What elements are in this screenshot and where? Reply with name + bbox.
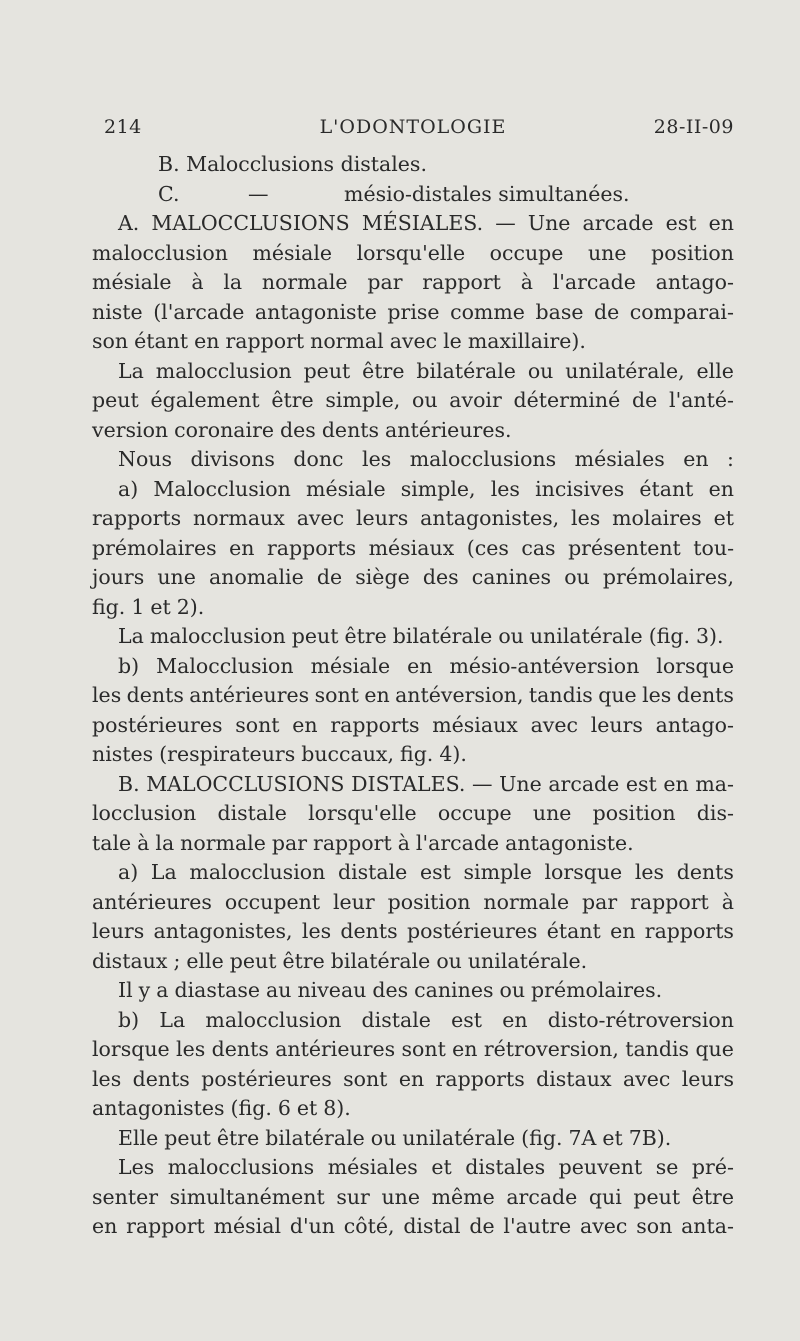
text-line: en rapport mésial d'un côté, distal de l'autre avec son anta- xyxy=(92,1214,734,1238)
text-line: jours une anomalie de siège des canines ou prémolaires, xyxy=(92,565,734,589)
text-line: Il y a diastase au niveau des canines ou prémolaires. xyxy=(118,978,663,1002)
text-line: Les malocclusions mésiales et distales peuvent se pré- xyxy=(118,1155,734,1179)
text-line: Nous divisons donc les malocclusions mésiales en : xyxy=(118,447,734,471)
text-line: prémolaires en rapports mésiaux (ces cas présentent tou- xyxy=(92,535,734,560)
text-line: peut également être simple, ou avoir déterminé de l'anté- xyxy=(92,388,734,412)
text-line: les dents postérieures sont en rapports distaux avec leurs xyxy=(92,1066,734,1091)
body-text xyxy=(92,150,734,1242)
page-number: 214 xyxy=(104,116,142,138)
text-line: postérieures sont en rapports mésiaux avec leurs antago- xyxy=(92,712,734,737)
toc-item-b: B. Malocclusions distales. xyxy=(158,152,427,176)
text-line: Elle peut être bilatérale ou unilatérale (fig. 7A et 7B). xyxy=(118,1125,672,1150)
text-line: tale à la normale par rapport à l'arcade antagoniste. xyxy=(92,830,634,855)
text-line: La malocclusion peut être bilatérale ou unilatérale, elle xyxy=(118,358,734,383)
paragraph-lines xyxy=(92,209,734,1242)
text-line: rapports normaux avec leurs antagonistes, les molaires et xyxy=(92,506,734,530)
text-line: les dents antérieures sont en antéversion, tandis que les dents xyxy=(92,683,734,707)
text-line: b) Malocclusion mésiale en mésio-antéversion lorsque xyxy=(118,653,734,678)
text-line: fig. 1 et 2). xyxy=(92,594,205,619)
text-line: antagonistes (fig. 6 et 8). xyxy=(92,1096,351,1120)
text-line: version coronaire des dents antérieures. xyxy=(92,417,512,442)
text-line: a) La malocclusion distale est simple lorsque les dents xyxy=(118,860,734,884)
toc-item-c-text: mésio-distales simultanées. xyxy=(344,181,630,206)
text-line: senter simultanément sur une même arcade qui peut être xyxy=(92,1184,734,1209)
toc-item-c-letter: C. xyxy=(158,181,180,206)
text-line: niste (l'arcade antagoniste prise comme base de comparai- xyxy=(92,299,734,324)
text-line: son étant en rapport normal avec le maxillaire). xyxy=(92,329,586,353)
text-line: distaux ; elle peut être bilatérale ou unilatérale. xyxy=(92,948,588,973)
text-line: a) Malocclusion mésiale simple, les incisives étant en xyxy=(118,476,734,501)
text-line: lorsque les dents antérieures sont en rétroversion, tandis que xyxy=(92,1037,734,1061)
text-line: La malocclusion peut être bilatérale ou unilatérale (fig. 3). xyxy=(118,624,724,648)
text-line: antérieures occupent leur position normale par rapport à xyxy=(92,889,734,914)
text-line: leurs antagonistes, les dents postérieures étant en rapports xyxy=(92,919,734,943)
text-line: mésiale à la normale par rapport à l'arcade antago- xyxy=(92,270,734,294)
text-line: malocclusion mésiale lorsqu'elle occupe une position xyxy=(92,240,734,265)
text-line: nistes (respirateurs buccaux, fig. 4). xyxy=(92,742,467,766)
text-line: locclusion distale lorsqu'elle occupe une position dis- xyxy=(92,801,734,825)
running-header xyxy=(92,116,734,146)
text-line: A. MALOCCLUSIONS MÉSIALES. — Une arcade est en xyxy=(118,211,734,235)
toc-item-c xyxy=(92,180,734,210)
journal-title: L'ODONTOLOGIE xyxy=(319,116,507,138)
toc-item-c-dash: — xyxy=(248,181,269,206)
text-line: B. MALOCCLUSIONS DISTALES. — Une arcade est en ma- xyxy=(118,771,734,796)
issue-date: 28-II-09 xyxy=(653,116,734,138)
text-line: b) La malocclusion distale est en disto-rétroversion xyxy=(118,1007,734,1032)
